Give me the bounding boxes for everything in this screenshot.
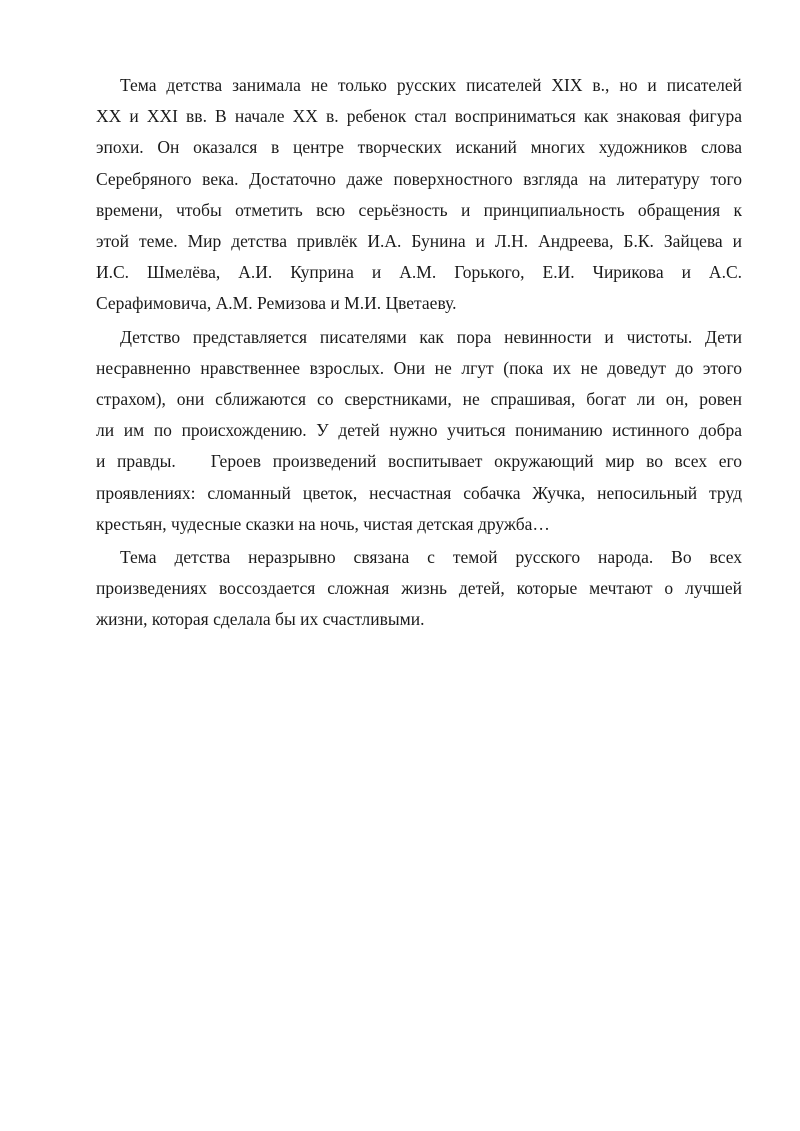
paragraph-3	[96, 542, 742, 636]
text-line: ли им по происхождению. У детей нужно учиться пониманию истинного добра	[96, 420, 742, 441]
text-line: страхом), они сближаются со сверстниками, не спрашивая, богат ли он, ровен	[96, 389, 742, 410]
paragraph-1	[96, 70, 742, 320]
text-line: Тема детства занимала не только русских писателей XIX в., но и писателей	[120, 75, 742, 95]
text-line: Детство представляется писателями как пора невинности и чистоты. Дети	[120, 326, 742, 347]
text-line: произведениях воссоздается сложная жизнь детей, которые мечтают о лучшей	[96, 578, 742, 599]
text-line: времени, чтобы отметить всю серьёзность и принципиальность обращения к	[96, 199, 742, 220]
text-line: И.С. Шмелёва, А.И. Куприна и А.М. Горького, Е.И. Чирикова и А.С.	[96, 262, 742, 283]
text-line: несравненно нравственнее взрослых. Они не лгут (пока их не доведут до этого	[96, 357, 742, 378]
text-line: этой теме. Мир детства привлёк И.А. Бунина и Л.Н. Андреева, Б.К. Зайцева и	[96, 231, 742, 252]
text-line: и правды. Героев произведений воспитывает окружающий мир во всех его	[96, 451, 742, 472]
text-line: крестьян, чудесные сказки на ночь, чистая детская дружба…	[96, 513, 550, 534]
body-text	[96, 70, 742, 636]
text-line: Серафимовича, А.М. Ремизова и М.И. Цветаеву.	[96, 293, 457, 314]
text-line: Серебряного века. Достаточно даже поверхностного взгляда на литературу того	[96, 168, 742, 189]
text-line: Тема детства неразрывно связана с темой русского народа. Во всех	[120, 547, 742, 568]
text-line: XX и XXI вв. В начале XX в. ребенок стал восприниматься как знаковая фигура	[96, 106, 742, 127]
text-line: эпохи. Он оказался в центре творческих исканий многих художников слова	[96, 137, 742, 158]
paragraph-2	[96, 322, 742, 540]
text-line: проявлениях: сломанный цветок, несчастная собачка Жучка, непосильный труд	[96, 482, 742, 503]
text-line: жизни, которая сделала бы их счастливыми.	[96, 609, 425, 630]
